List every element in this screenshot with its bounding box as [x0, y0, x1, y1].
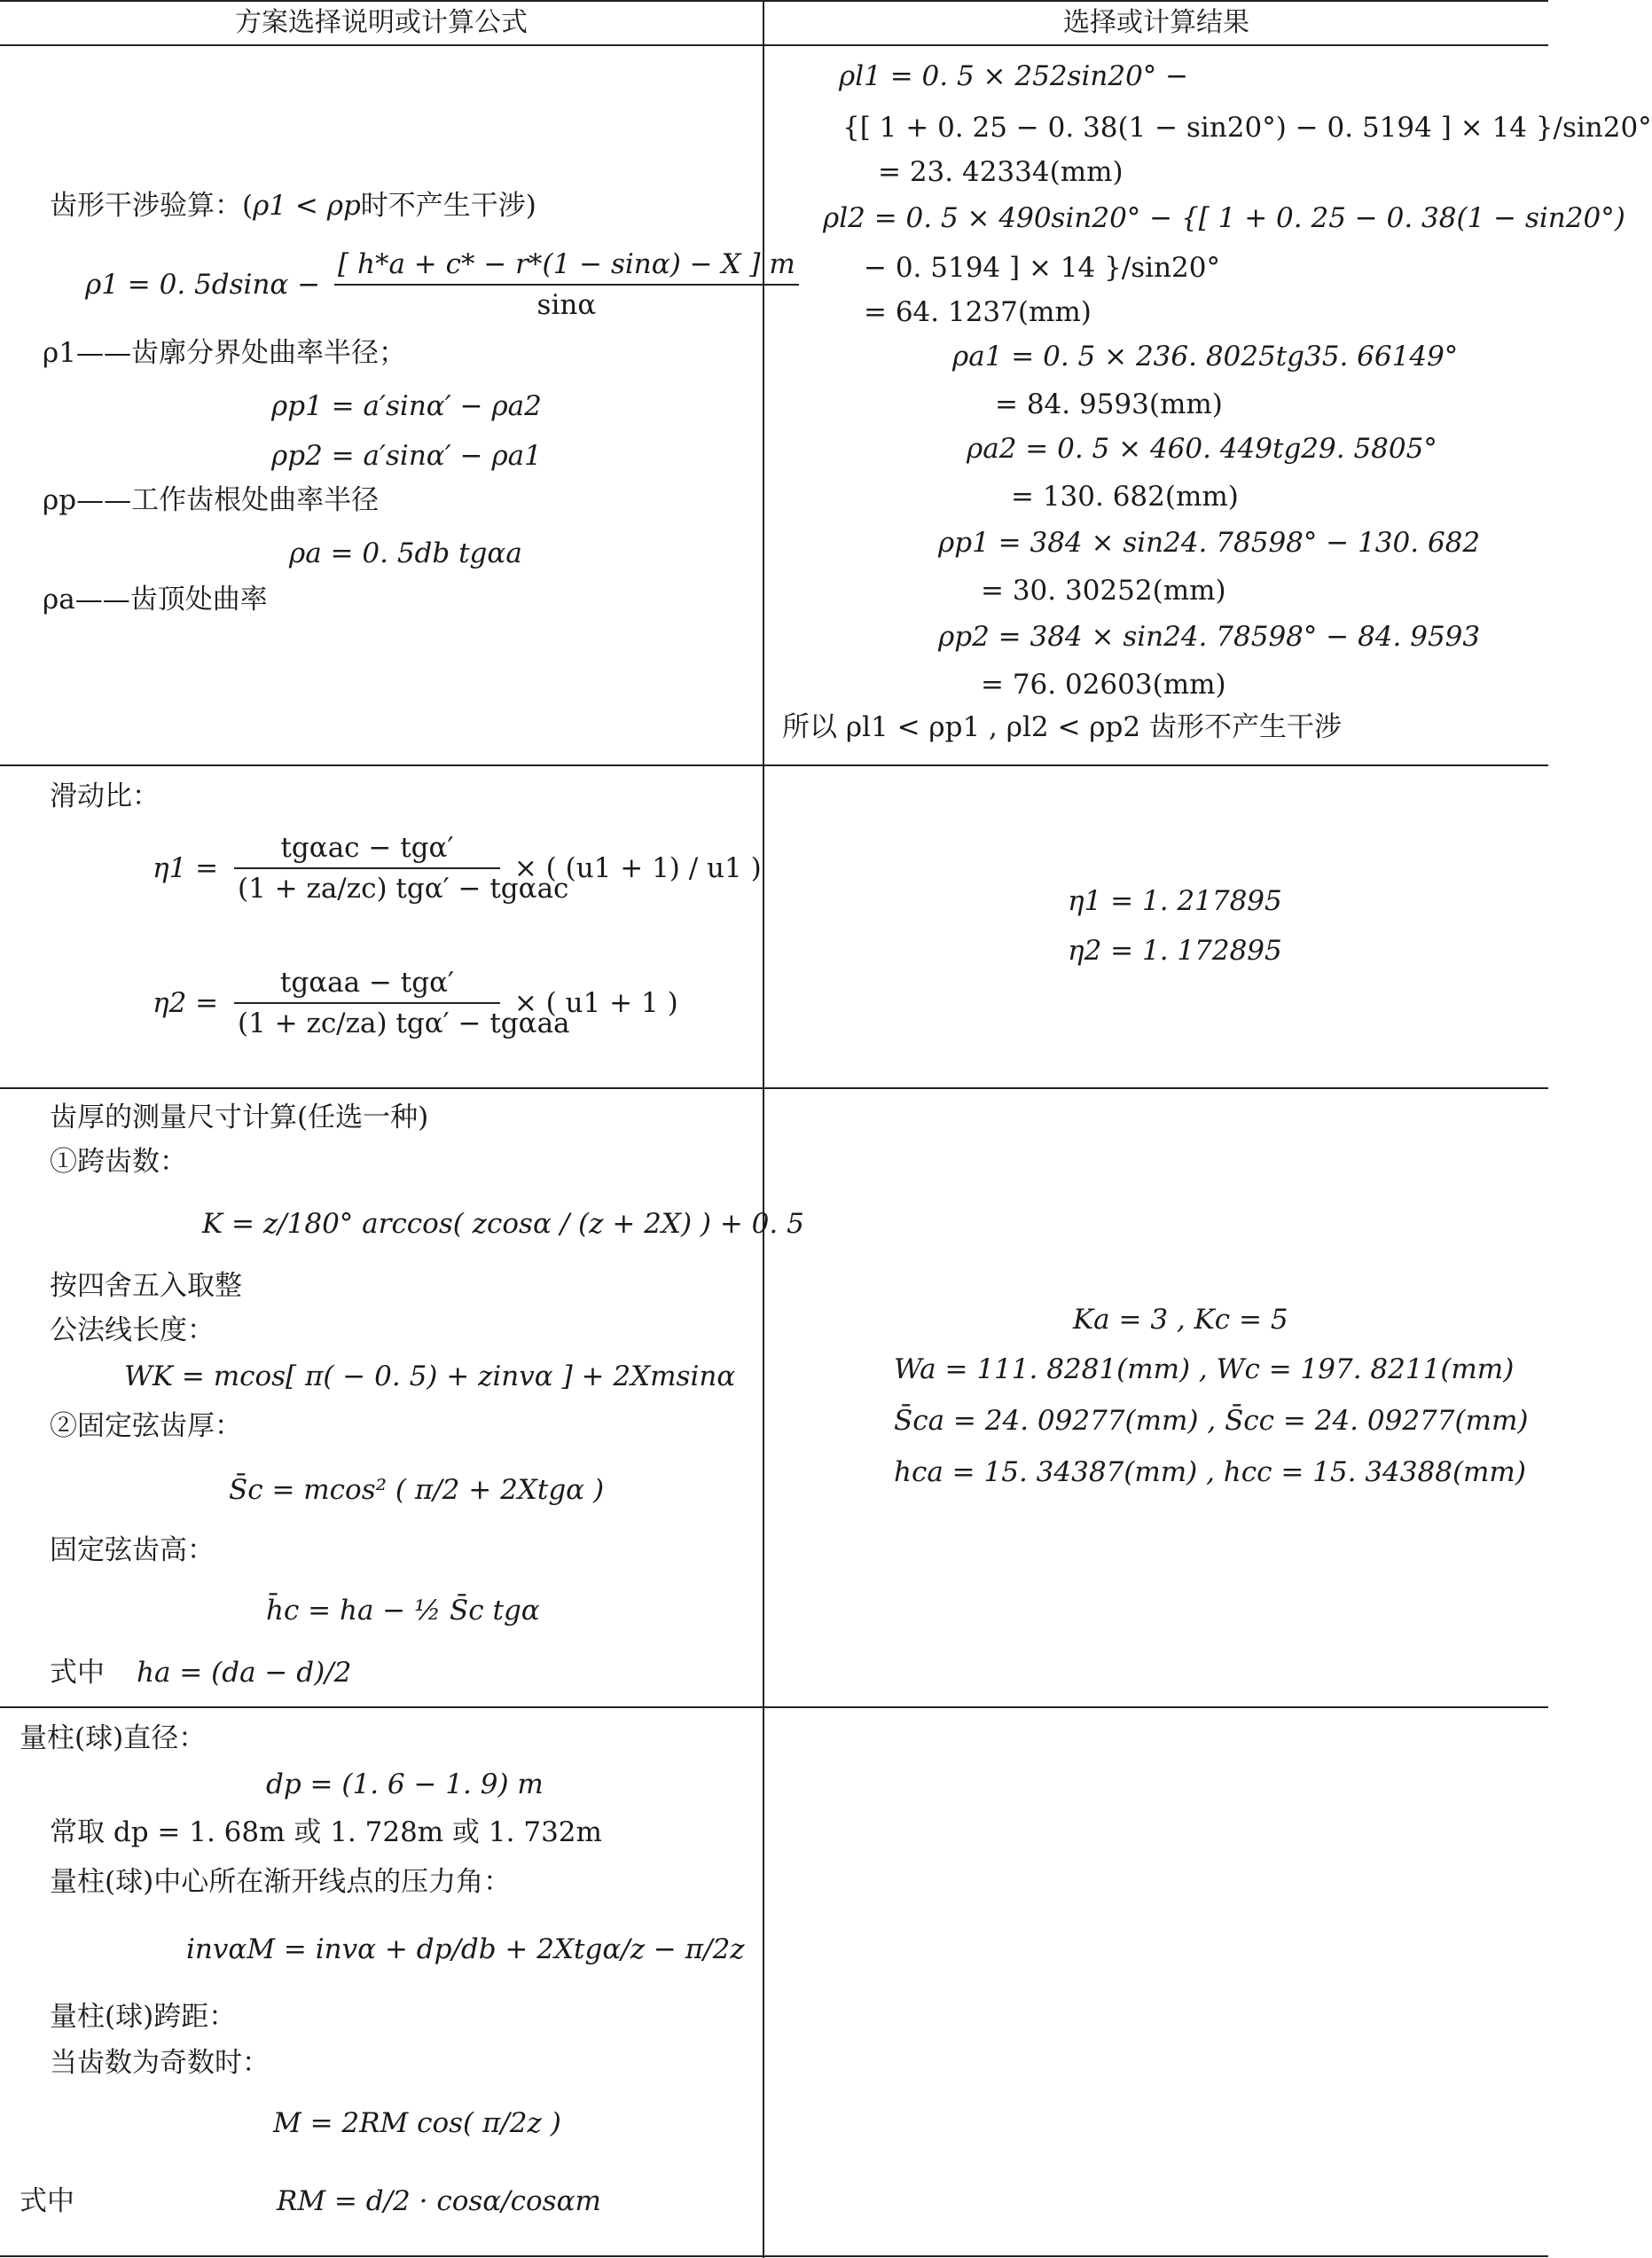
- result-base-tangent: Wa = 111. 8281(mm) , Wc = 197. 8211(mm): [894, 1353, 1515, 1385]
- base-tangent-formula: WK = mcos[ π( − 0. 5) + zinvα ] + 2Xmsinα: [124, 1360, 736, 1392]
- row-divider-2: [0, 1087, 1548, 1089]
- chordal-height-title: 固定弦齿高：: [50, 1534, 215, 1566]
- pressure-angle-formula: invαM = invα + dp/db + 2Xtgα/z − π/2z: [186, 1933, 745, 1965]
- result-rho-a1: ρa1 = 0. 5 × 236. 8025tg35. 66149°: [952, 341, 1459, 372]
- header-col2: 选择或计算结果: [1063, 7, 1249, 38]
- pin-diameter-formula: dp = (1. 6 − 1. 9) m: [266, 1768, 544, 1800]
- option2-label: ②固定弦齿厚：: [50, 1410, 242, 1442]
- where-label-2: 式中: [20, 2185, 74, 2217]
- result-eta1: η1 = 1. 217895: [1068, 885, 1282, 917]
- pin-span-formula: M = 2RM cos( π/2z ): [273, 2107, 561, 2139]
- interference-intro: 齿形干涉验算：(ρ1 < ρp时不产生干涉): [50, 190, 536, 222]
- result-chordal-height: hca = 15. 34387(mm) , hcc = 15. 34388(mm): [894, 1456, 1526, 1488]
- row-divider-1: [0, 764, 1548, 766]
- rhop-description: ρp——工作齿根处曲率半径: [43, 484, 380, 516]
- rounding-note: 按四舍五入取整: [50, 1270, 242, 1302]
- result-rho-a2-value: = 130. 682(mm): [1011, 481, 1239, 513]
- pin-diameter-title: 量柱(球)直径：: [20, 1722, 207, 1754]
- table-border-bottom: [0, 2255, 1548, 2257]
- result-rho-p1-value: = 30. 30252(mm): [981, 575, 1226, 607]
- result-rho-a2: ρa2 = 0. 5 × 460. 449tg29. 5805°: [967, 433, 1437, 465]
- rho1-description: ρ1——齿廓分界处曲率半径；: [43, 337, 406, 369]
- thickness-title: 齿厚的测量尺寸计算(任选一种): [50, 1102, 429, 1133]
- addendum-formula: ha = (da − d)/2: [137, 1657, 352, 1689]
- rhop1-formula: ρp1 = a′sinα′ − ρa2: [271, 390, 542, 422]
- rhoa-description: ρa——齿顶处曲率: [43, 584, 268, 615]
- result-rho-p2-value: = 76. 02603(mm): [981, 669, 1226, 701]
- header-col1: 方案选择说明或计算公式: [235, 7, 528, 38]
- header-divider: [0, 44, 1548, 46]
- rhop2-formula: ρp2 = a′sinα′ − ρa1: [271, 440, 542, 472]
- result-rho-l2-cont: − 0. 5194 ] × 14 }/sin20°: [864, 252, 1220, 284]
- result-rho-l2-value: = 64. 1237(mm): [864, 296, 1092, 328]
- result-rho-l1: ρl1 = 0. 5 × 252sin20° −: [839, 60, 1189, 92]
- option1-label: ①跨齿数：: [50, 1146, 187, 1178]
- rhoa-formula: ρa = 0. 5db tgαa: [289, 537, 522, 569]
- base-tangent-title: 公法线长度：: [50, 1314, 215, 1346]
- odd-teeth-label: 当齿数为奇数时：: [50, 2047, 270, 2079]
- rm-formula: RM = d/2 · cosα/cosαm: [277, 2185, 601, 2217]
- result-span-teeth: Ka = 3 , Kc = 5: [1073, 1304, 1288, 1336]
- sliding-ratio-title: 滑动比：: [50, 780, 160, 812]
- pin-span-title: 量柱(球)跨距：: [50, 2001, 237, 2033]
- chordal-height-formula: h̄c = ha − ½ S̄c tgα: [266, 1595, 540, 1627]
- where-label-1: 式中: [50, 1657, 105, 1689]
- column-divider: [763, 0, 764, 2258]
- eta2-formula: η2 = $\frac{\text{tgαaa − tgα′}}{\text{(1 + zc/za) tgα′ − tgαaa}}$ × ( u1 + 1 ): [153, 963, 678, 1043]
- pressure-angle-title: 量柱(球)中心所在渐开线点的压力角：: [50, 1866, 512, 1898]
- result-rho-p1: ρp1 = 384 × sin24. 78598° − 130. 682: [938, 527, 1481, 559]
- row-divider-3: [0, 1706, 1548, 1708]
- chordal-thickness-formula: S̄c = mcos² ( π/2 + 2Xtgα ): [229, 1474, 605, 1506]
- result-rho-l1-value: = 23. 42334(mm): [878, 156, 1124, 188]
- result-rho-p2: ρp2 = 384 × sin24. 78598° − 84. 9593: [938, 621, 1481, 653]
- pin-diameter-common: 常取 dp = 1. 68m 或 1. 728m 或 1. 732m: [50, 1816, 602, 1848]
- table-border-top: [0, 0, 1548, 2]
- result-rho-l2: ρl2 = 0. 5 × 490sin20° − {[ 1 + 0. 25 − 0. 38(1 − sin20°): [823, 202, 1625, 234]
- result-eta2: η2 = 1. 172895: [1068, 935, 1282, 967]
- rho1-formula: ρ1 = 0. 5dsinα − $\frac{[ h*a + c* - r*(1 - \sin\alpha) - X ] m}{\sin\alpha}$: [85, 245, 799, 325]
- interference-conclusion: 所以 ρl1 < ρp1 , ρl2 < ρp2 齿形不产生干涉: [782, 711, 1342, 743]
- result-rho-a1-value: = 84. 9593(mm): [995, 388, 1223, 420]
- result-chordal-thickness: S̄ca = 24. 09277(mm) , S̄cc = 24. 09277(mm): [894, 1405, 1529, 1437]
- result-rho-l1-cont: {[ 1 + 0. 25 − 0. 38(1 − sin20°) − 0. 5194 ] × 14 }/sin20°: [842, 112, 1652, 144]
- eta1-formula: η1 = $\frac{\text{tgαac − tgα′}}{\text{(1 + za/zc) tgα′ − tgαac}}$ × ( (u1 + 1) / u1 ): [153, 828, 762, 908]
- span-teeth-formula: K = z/180° arccos( zcosα / (z + 2X) ) + 0. 5: [202, 1208, 804, 1240]
